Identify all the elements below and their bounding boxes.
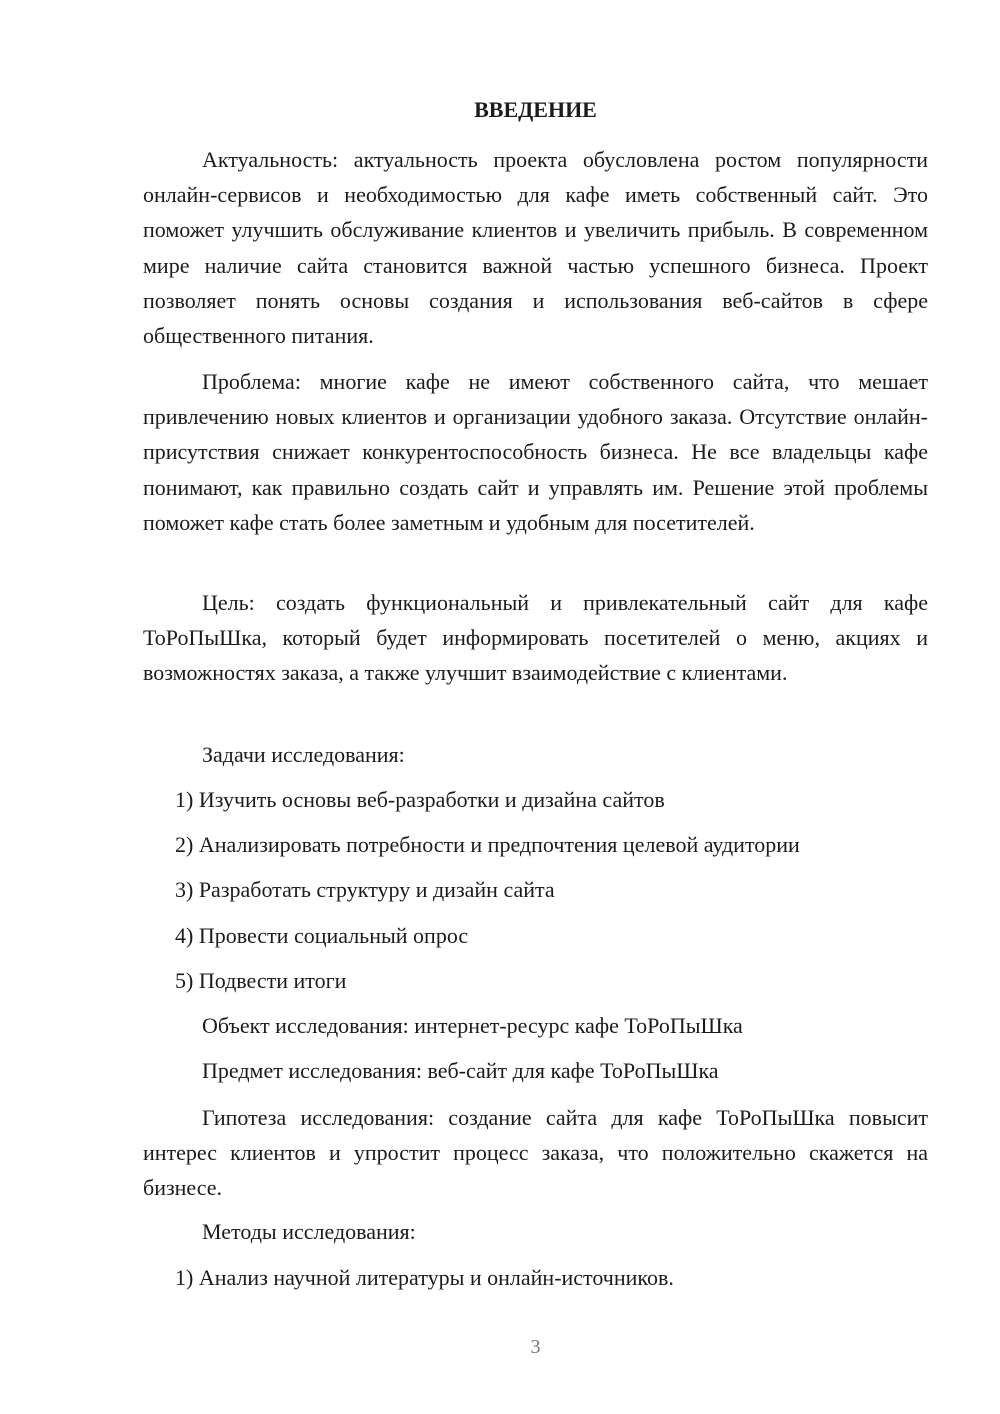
- method-item-1: 1) Анализ научной литературы и онлайн-источников.: [175, 1265, 674, 1290]
- task-item-4: 4) Провести социальный опрос: [175, 923, 469, 948]
- methods-heading: Методы исследования:: [202, 1219, 416, 1244]
- task-item-3: 3) Разработать структуру и дизайн сайта: [175, 877, 555, 902]
- task-item-1: 1) Изучить основы веб-разработки и дизайна сайтов: [175, 787, 665, 812]
- paragraph-goal: Цель: создать функциональный и привлекательный сайт для кафе ТоРоПыШка, который будет информировать посетителей о меню, акциях и возможностях заказа, а также улучшит взаимодействие с клиентами.: [143, 590, 928, 686]
- research-object: Объект исследования: интернет-ресурс кафе ТоРоПыШка: [202, 1013, 743, 1038]
- paragraph-relevance: Актуальность: актуальность проекта обусловлена ростом популярности онлайн-сервисов и необходимостью для кафе иметь собственный сайт. Это поможет улучшить обслуживание клиентов и увеличить прибыль. В современном мире наличие сайта становится важной частью успешного бизнеса. Проект позволяет понять основы создания и использования веб-сайтов в сфере общественного питания.: [143, 147, 928, 349]
- page-number: 3: [530, 1336, 541, 1358]
- tasks-heading: Задачи исследования:: [202, 742, 405, 767]
- task-item-5: 5) Подвести итоги: [175, 968, 347, 993]
- paragraph-problem: Проблема: многие кафе не имеют собственного сайта, что мешает привлечению новых клиентов и организации удобного заказа. Отсутствие онлайн-присутствия снижает конкурентоспособность бизнеса. Не все владельцы кафе понимают, как правильно создать сайт и управлять им. Решение этой проблемы поможет кафе стать более заметным и удобным для посетителей.: [143, 369, 928, 535]
- research-subject: Предмет исследования: веб-сайт для кафе ТоРоПыШка: [202, 1058, 719, 1083]
- task-item-2: 2) Анализировать потребности и предпочтения целевой аудитории: [175, 832, 800, 857]
- page-title: ВВЕДЕНИЕ: [474, 97, 597, 122]
- paragraph-hypothesis: Гипотеза исследования: создание сайта для кафе ТоРоПыШка повысит интерес клиентов и упростит процесс заказа, что положительно скажется на бизнесе.: [143, 1105, 928, 1201]
